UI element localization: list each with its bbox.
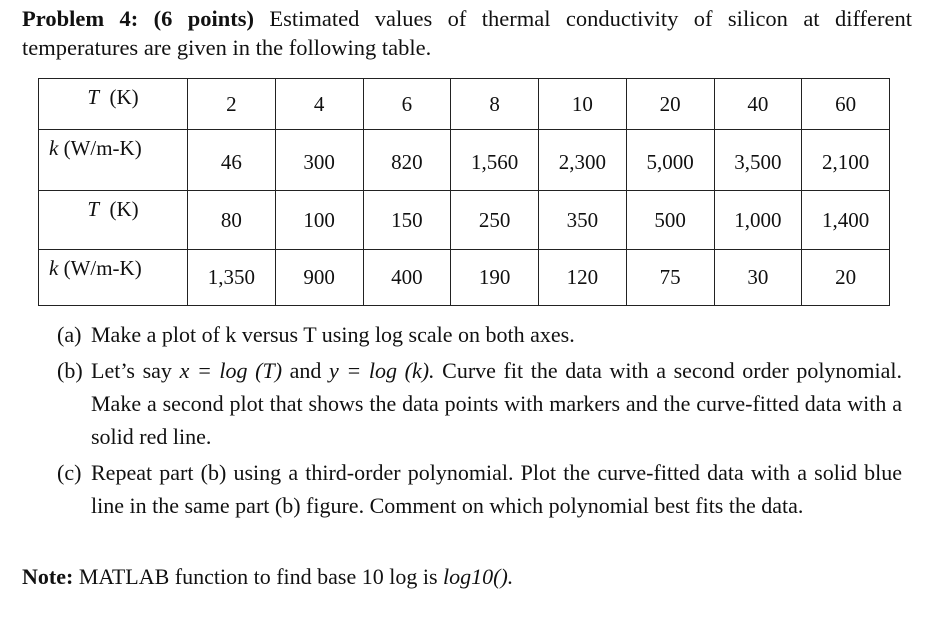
table-cell: 500 bbox=[626, 191, 714, 250]
part-b-mid: and bbox=[289, 358, 322, 383]
part-b-label: (b) bbox=[57, 358, 83, 383]
problem-label: Problem 4: (6 points) bbox=[22, 6, 255, 31]
table-cell: 820 bbox=[363, 130, 451, 191]
part-c-label: (c) bbox=[57, 460, 82, 485]
table-cell: 20 bbox=[626, 79, 714, 130]
part-a-label: (a) bbox=[57, 322, 82, 347]
part-a-text: Make a plot of k versus T using log scale on both axes. bbox=[91, 322, 575, 347]
part-b-x-equation: x = log (T) bbox=[179, 358, 283, 383]
table-cell: 350 bbox=[539, 191, 627, 250]
part-c-text: Repeat part (b) using a third-order polynomial. Plot the curve-fitted data with a solid blue line in the same part (b) figure. Comment on which polynomial best fits the data. bbox=[91, 460, 902, 518]
part-b bbox=[57, 354, 902, 453]
row-header-symbol: T bbox=[87, 197, 100, 221]
row-header-unit: (W/m-K) bbox=[63, 256, 142, 280]
table-cell: 100 bbox=[275, 191, 363, 250]
table-cell: 10 bbox=[539, 79, 627, 130]
table-cell: 2,100 bbox=[802, 130, 890, 191]
part-c bbox=[57, 456, 902, 522]
problem-parts bbox=[57, 318, 902, 525]
note-function: log10(). bbox=[443, 564, 514, 589]
table-cell: 1,000 bbox=[714, 191, 802, 250]
table-cell: 300 bbox=[275, 130, 363, 191]
table-cell: 20 bbox=[802, 250, 890, 306]
table-cell: 1,350 bbox=[188, 250, 276, 306]
table-row bbox=[39, 191, 890, 250]
table-cell: 1,400 bbox=[802, 191, 890, 250]
row-header-temperature bbox=[39, 191, 188, 250]
table-cell: 1,560 bbox=[451, 130, 539, 191]
table-cell: 120 bbox=[539, 250, 627, 306]
part-b-pre: Let’s say bbox=[91, 358, 172, 383]
part-a bbox=[57, 318, 902, 351]
note bbox=[22, 562, 513, 592]
table-cell: 46 bbox=[188, 130, 276, 191]
row-header-conductivity bbox=[39, 250, 188, 306]
table-row bbox=[39, 250, 890, 306]
note-label: Note: bbox=[22, 564, 74, 589]
row-header-symbol: k bbox=[49, 136, 59, 160]
row-header-conductivity bbox=[39, 130, 188, 191]
problem-intro bbox=[22, 4, 912, 62]
table-cell: 80 bbox=[188, 191, 276, 250]
conductivity-table bbox=[38, 78, 890, 306]
table-cell: 4 bbox=[275, 79, 363, 130]
row-header-unit: (K) bbox=[109, 197, 139, 221]
table-cell: 8 bbox=[451, 79, 539, 130]
part-b-text: Curve fit the data with a second order polynomial. Make a second plot that shows the data points with markers and the curve-fitted data with a solid red line. bbox=[91, 358, 903, 449]
table-row bbox=[39, 79, 890, 130]
table-cell: 150 bbox=[363, 191, 451, 250]
table-cell: 40 bbox=[714, 79, 802, 130]
row-header-temperature bbox=[39, 79, 188, 130]
row-header-symbol: k bbox=[49, 256, 59, 280]
table-cell: 60 bbox=[802, 79, 890, 130]
table-cell: 30 bbox=[714, 250, 802, 306]
problem-text: Estimated values of thermal conductivity of silicon at different temperatures are given in the following table. bbox=[22, 6, 913, 60]
table-row bbox=[39, 130, 890, 191]
table-cell: 6 bbox=[363, 79, 451, 130]
table-cell: 190 bbox=[451, 250, 539, 306]
table-cell: 900 bbox=[275, 250, 363, 306]
part-b-y-equation: y = log (k). bbox=[329, 358, 435, 383]
table-cell: 2,300 bbox=[539, 130, 627, 191]
table-cell: 3,500 bbox=[714, 130, 802, 191]
table-cell: 2 bbox=[188, 79, 276, 130]
table-cell: 400 bbox=[363, 250, 451, 306]
row-header-unit: (K) bbox=[109, 85, 139, 109]
row-header-unit: (W/m-K) bbox=[63, 136, 142, 160]
row-header-symbol: T bbox=[87, 85, 100, 109]
table-cell: 250 bbox=[451, 191, 539, 250]
table-cell: 75 bbox=[626, 250, 714, 306]
table-cell: 5,000 bbox=[626, 130, 714, 191]
note-text: MATLAB function to find base 10 log is bbox=[78, 564, 438, 589]
